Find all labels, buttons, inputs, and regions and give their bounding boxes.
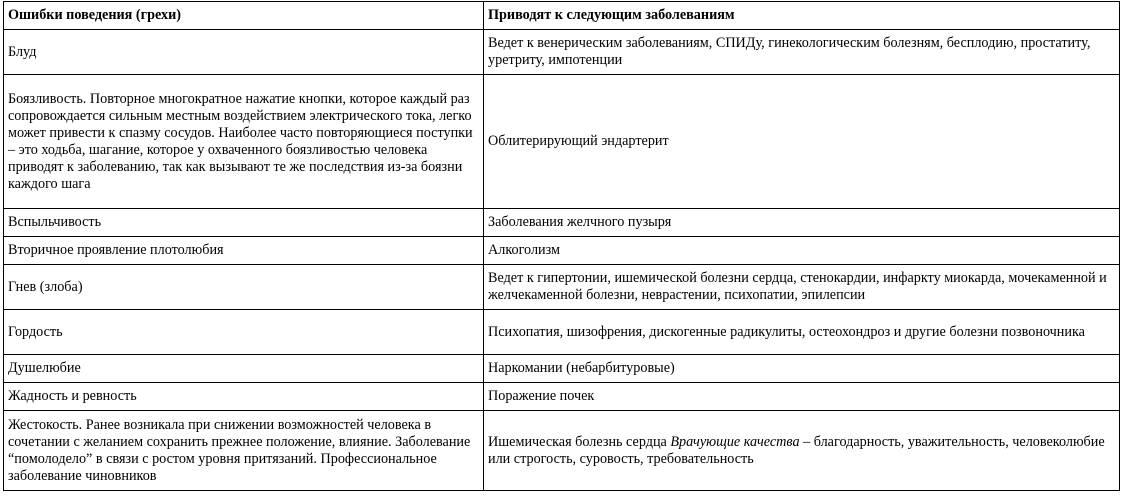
header-row [4, 2, 1120, 30]
healing-qualities-text: – благодарность, уважительность, человеколюбие или строгость, суровость, требовательность [488, 433, 1105, 467]
sin-cell: Жестокость. Ранее возникала при снижении возможностей человека в сочетании с желанием сохранить прежнее положение, влияние. Заболевание “помолодело” в связи с ростом уровня притязаний. Профессиональное заболевание чиновников [4, 411, 484, 491]
sin-cell: Душелюбие [4, 355, 484, 383]
sin-cell: Боязливость. Повторное многократное нажатие кнопки, которое каждый раз сопровождается сильным местным воздействием электрического тока, легко может привести к спазму сосудов. Наиболее часто повторяющиеся поступки – это ходьба, шагание, которое у охваченного боязливостью человека приводят к заболеванию, так как вызывают те же последствия из-за боязни каждого шага [4, 75, 484, 209]
disease-cell: Психопатия, шизофрения, дискогенные радикулиты, остеохондроз и другие болезни позвоночника [484, 310, 1120, 355]
sin-cell: Жадность и ревность [4, 383, 484, 411]
table-row [4, 411, 1120, 491]
table-row [4, 355, 1120, 383]
sin-cell: Гнев (злоба) [4, 265, 484, 310]
header-sins: Ошибки поведения (грехи) [4, 2, 484, 30]
sin-cell: Вспыльчивость [4, 209, 484, 237]
sins-diseases-table [3, 1, 1120, 491]
disease-text: Ишемическая болезнь сердца [488, 433, 671, 450]
table-row [4, 237, 1120, 265]
disease-cell: Наркомании (небарбитуровые) [484, 355, 1120, 383]
table-row [4, 75, 1120, 209]
table-row [4, 265, 1120, 310]
disease-cell [484, 411, 1120, 491]
disease-cell: Облитерирующий эндартерит [484, 75, 1120, 209]
disease-cell: Ведет к гипертонии, ишемической болезни сердца, стенокардии, инфаркту миокарда, мочекаменной и желчекаменной болезни, неврастении, психопатии, эпилепсии [484, 265, 1120, 310]
healing-qualities-label: Врачующие качества [670, 433, 800, 450]
table-row [4, 383, 1120, 411]
disease-cell: Ведет к венерическим заболеваниям, СПИДу, гинекологическим болезням, бесплодию, простатиту, уретриту, импотенции [484, 30, 1120, 75]
disease-cell: Заболевания желчного пузыря [484, 209, 1120, 237]
table-row [4, 310, 1120, 355]
header-diseases: Приводят к следующим заболеваниям [484, 2, 1120, 30]
disease-cell: Поражение почек [484, 383, 1120, 411]
table-row [4, 30, 1120, 75]
sin-cell: Вторичное проявление плотолюбия [4, 237, 484, 265]
disease-cell: Алкоголизм [484, 237, 1120, 265]
table-row [4, 209, 1120, 237]
sin-cell: Блуд [4, 30, 484, 75]
sin-cell: Гордость [4, 310, 484, 355]
